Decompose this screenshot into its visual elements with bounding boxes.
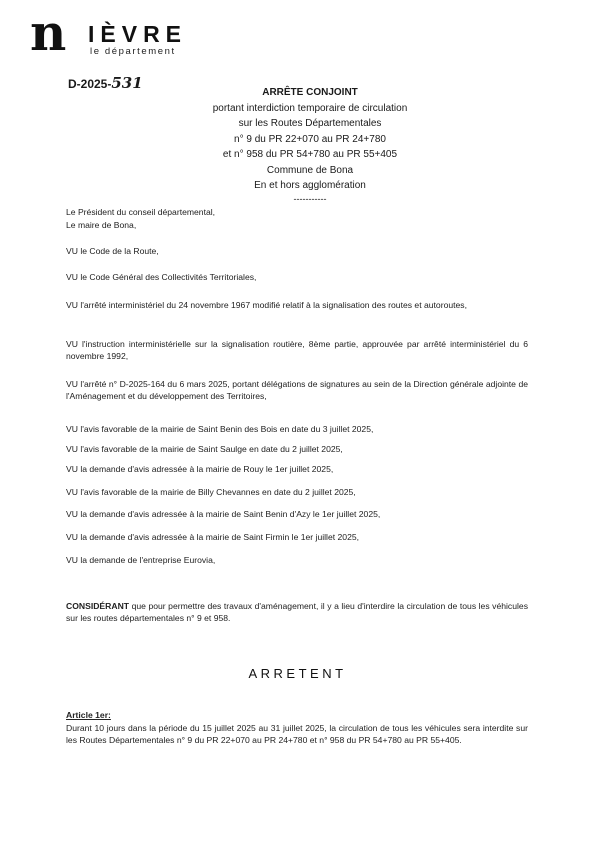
authority-president: Le Président du conseil départemental, [66,207,216,217]
visa-item: VU le Code de la Route, [66,246,159,256]
visa-item: VU la demande de l'entreprise Eurovia, [66,555,216,565]
reference-prefix: D-2025- [68,77,112,91]
article-1-heading: Article 1er: [66,710,111,720]
visa-item: VU l'avis favorable de la mairie de Saint Benin des Bois en date du 3 juillet 2025, [66,424,374,434]
visa-item: VU l'avis favorable de la mairie de Saint Saulge en date du 2 juillet 2025, [66,444,343,454]
visa-item: VU le Code Général des Collectivités Territoriales, [66,272,257,282]
visa-item: VU la demande d'avis adressée à la mairie de Saint Firmin le 1er juillet 2025, [66,532,360,542]
considerant-label: CONSIDÉRANT [66,601,130,611]
logo-subtitle: le département [90,46,176,57]
article-1-text: Durant 10 jours dans la période du 15 juillet 2025 au 31 juillet 2025, la circulation de tous les véhicules sera interdite sur les Routes Départementales n° 9 du PR 22+070 au PR 24+780 et n° 958 du PR 54+780 au PR 55+405. [66,723,528,745]
visa-item: VU la demande d'avis adressée à la mairie de Rouy le 1er juillet 2025, [66,464,334,474]
title-line-2: portant interdiction temporaire de circulation [212,102,408,114]
title-separator: ----------- [293,193,327,204]
considerant-text: que pour permettre des travaux d'aménagement, il y a lieu d'interdire la circulation de tous les véhicules sur les routes départementales n° 9 et 958. [66,601,528,623]
visa-item: VU l'instruction interministérielle sur la signalisation routière, 8ème partie, approuvée par arrêté interministériel du 6 novembre 1992, [66,339,528,361]
document-body [66,0,528,842]
title-line-3: sur les Routes Départementales [238,118,382,129]
logo-letter: n [30,3,65,62]
title-line-1: ARRÊTE CONJOINT [262,87,358,98]
title-line-4: n° 9 du PR 22+070 au PR 24+780 [234,133,386,145]
visa-item: VU la demande d'avis adressée à la mairie de Saint Benin d'Azy le 1er juillet 2025, [66,509,381,519]
title-line-7: En et hors agglomération [254,180,366,191]
decision-heading: ARRETENT [248,666,347,681]
reference-number: 531 [111,74,143,92]
visa-item: VU l'arrêté interministériel du 24 novembre 1967 modifié relatif à la signalisation des routes et autoroutes, [66,300,467,310]
logo-word: IÈVRE [88,21,188,47]
article-1-label [66,710,528,722]
title-line-5: et n° 958 du PR 54+780 au PR 55+405 [222,149,398,160]
visa-item: VU l'avis favorable de la mairie de Billy Chevannes en date du 2 juillet 2025, [66,487,356,497]
authority-mayor: Le maire de Bona, [66,220,137,230]
visa-item: VU l'arrêté n° D-2025-164 du 6 mars 2025, portant délégations de signatures au sein de la Direction générale adjointe de l'Aménagement et du développement des Territoires, [66,379,528,401]
considerant-paragraph [66,601,528,624]
title-line-6: Commune de Bona [266,164,354,176]
